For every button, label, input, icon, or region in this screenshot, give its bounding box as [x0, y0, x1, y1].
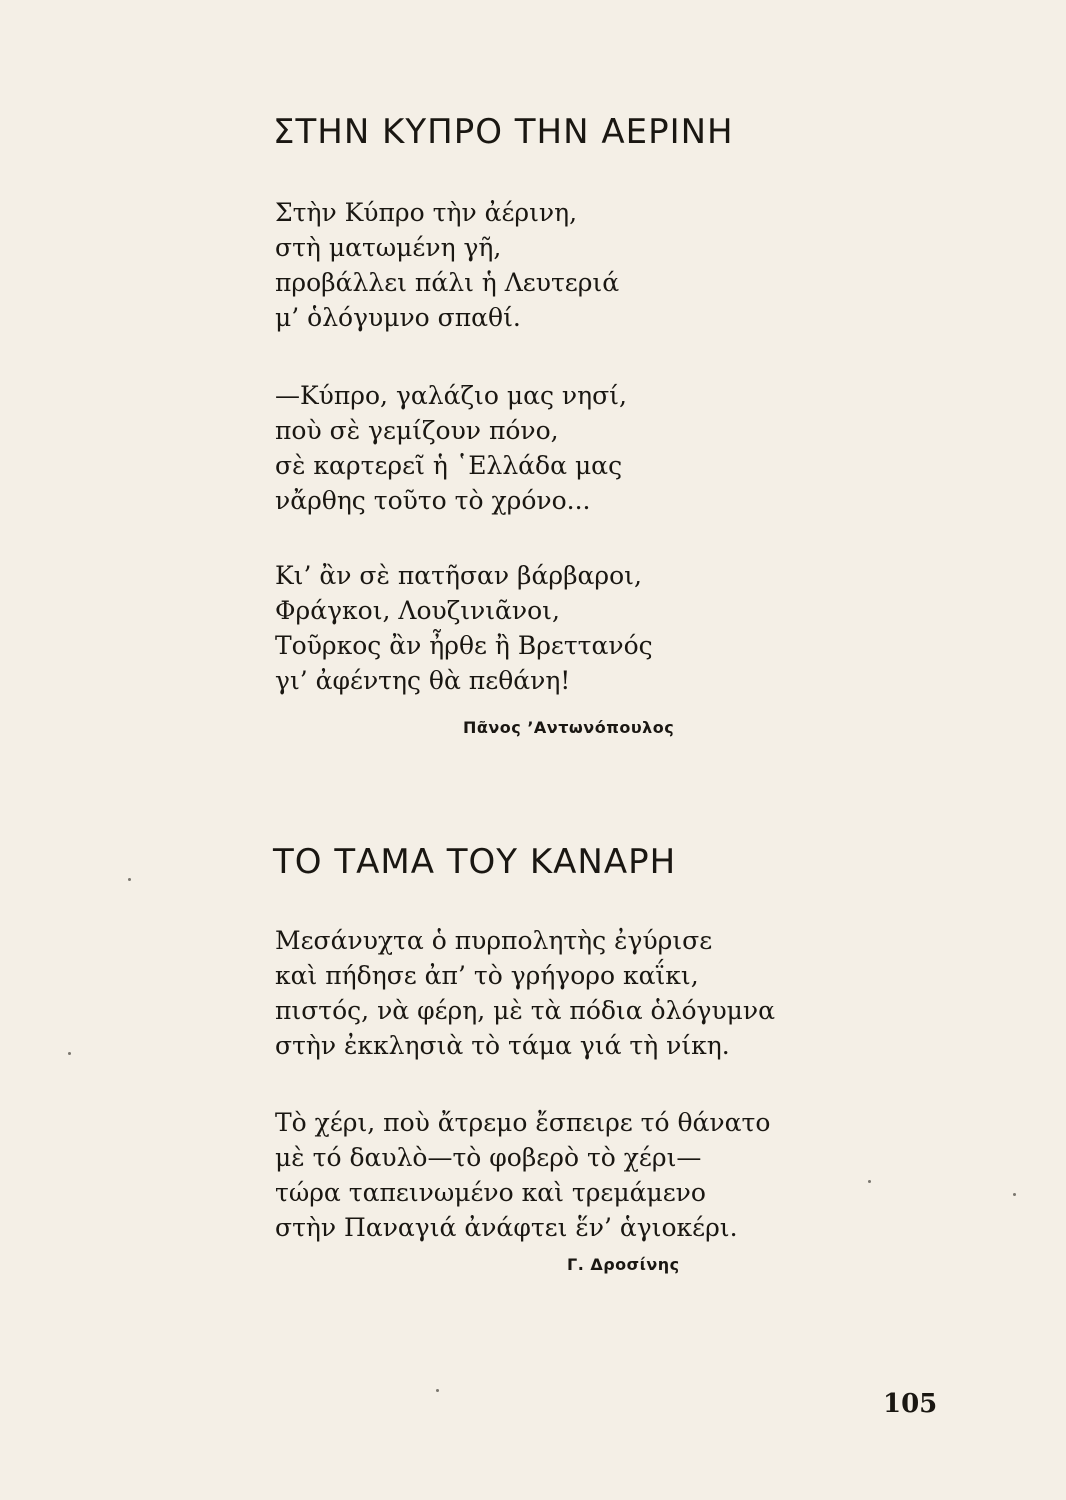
- poem-line: καὶ πήδησε ἀπ’ τὸ γρήγορο καΐκι,: [275, 961, 699, 990]
- poem-line: Κι’ ἂν σὲ πατῆσαν βάρβαροι,: [275, 561, 642, 590]
- poem-stanza: [275, 1105, 770, 1245]
- poem-stanza: [275, 923, 775, 1063]
- paper-speck: [128, 878, 131, 881]
- poem-line: στὴν ἐκκλησιὰ τὸ τάμα γιά τὴ νίκη.: [275, 1031, 730, 1060]
- poem-line: τώρα ταπεινωμένο καὶ τρεμάμενο: [275, 1178, 706, 1207]
- poem-line: Μεσάνυχτα ὁ πυρπολητὴς ἐγύρισε: [275, 926, 713, 955]
- paper-speck: [68, 1052, 71, 1055]
- poem-author: Πᾶνος ’Αντωνόπουλος: [463, 718, 675, 737]
- poem-title: ΤΟ ΤΑΜΑ ΤΟΥ ΚΑΝΑΡΗ: [273, 842, 677, 882]
- poem-line: Φράγκοι, Λουζινιᾶνοι,: [275, 596, 560, 625]
- poem-line: στὴ ματωμένη γῆ,: [275, 233, 502, 262]
- poem-line: στὴν Παναγιά ἀνάφτει ἕν’ ἁγιοκέρι.: [275, 1213, 738, 1242]
- poem-line: ποὺ σὲ γεμίζουν πόνο,: [275, 416, 559, 445]
- paper-speck: [868, 1180, 871, 1183]
- poem-line: προβάλλει πάλι ἡ Λευτεριά: [275, 268, 620, 297]
- poem-line: νἄρθης τοῦτο τὸ χρόνο...: [275, 486, 591, 515]
- poem-stanza: [275, 558, 653, 698]
- poem-line: γι’ ἀφέντης θὰ πεθάνη!: [275, 666, 571, 695]
- poem-author: Γ. Δροσίνης: [567, 1255, 680, 1274]
- poem-line: —Κύπρο, γαλάζιο μας νησί,: [275, 381, 627, 410]
- poem-title: ΣΤΗΝ ΚΥΠΡΟ ΤΗΝ ΑΕΡΙΝΗ: [273, 112, 734, 152]
- paper-speck: [436, 1389, 439, 1392]
- poem-line: μ’ ὁλόγυμνο σπαθί.: [275, 303, 521, 332]
- poem-stanza: [275, 378, 627, 518]
- page-number: 105: [883, 1389, 938, 1419]
- poem-line: μὲ τό δαυλὸ—τὸ φοβερὸ τὸ χέρι—: [275, 1143, 702, 1172]
- paper-speck: [1013, 1193, 1016, 1196]
- poem-line: Τὸ χέρι, ποὺ ἄτρεμο ἔσπειρε τό θάνατο: [275, 1108, 771, 1137]
- poem-line: πιστός, νὰ φέρη, μὲ τὰ πόδια ὁλόγυμνα: [275, 996, 775, 1025]
- poem-line: Τοῦρκος ἂν ἦρθε ἢ Βρεττανός: [275, 631, 653, 660]
- poem-line: Στὴν Κύπρο τὴν ἀέρινη,: [275, 198, 578, 227]
- poem-line: σὲ καρτερεῖ ἡ ῾Ελλάδα μας: [275, 451, 623, 480]
- poem-stanza: [275, 195, 619, 335]
